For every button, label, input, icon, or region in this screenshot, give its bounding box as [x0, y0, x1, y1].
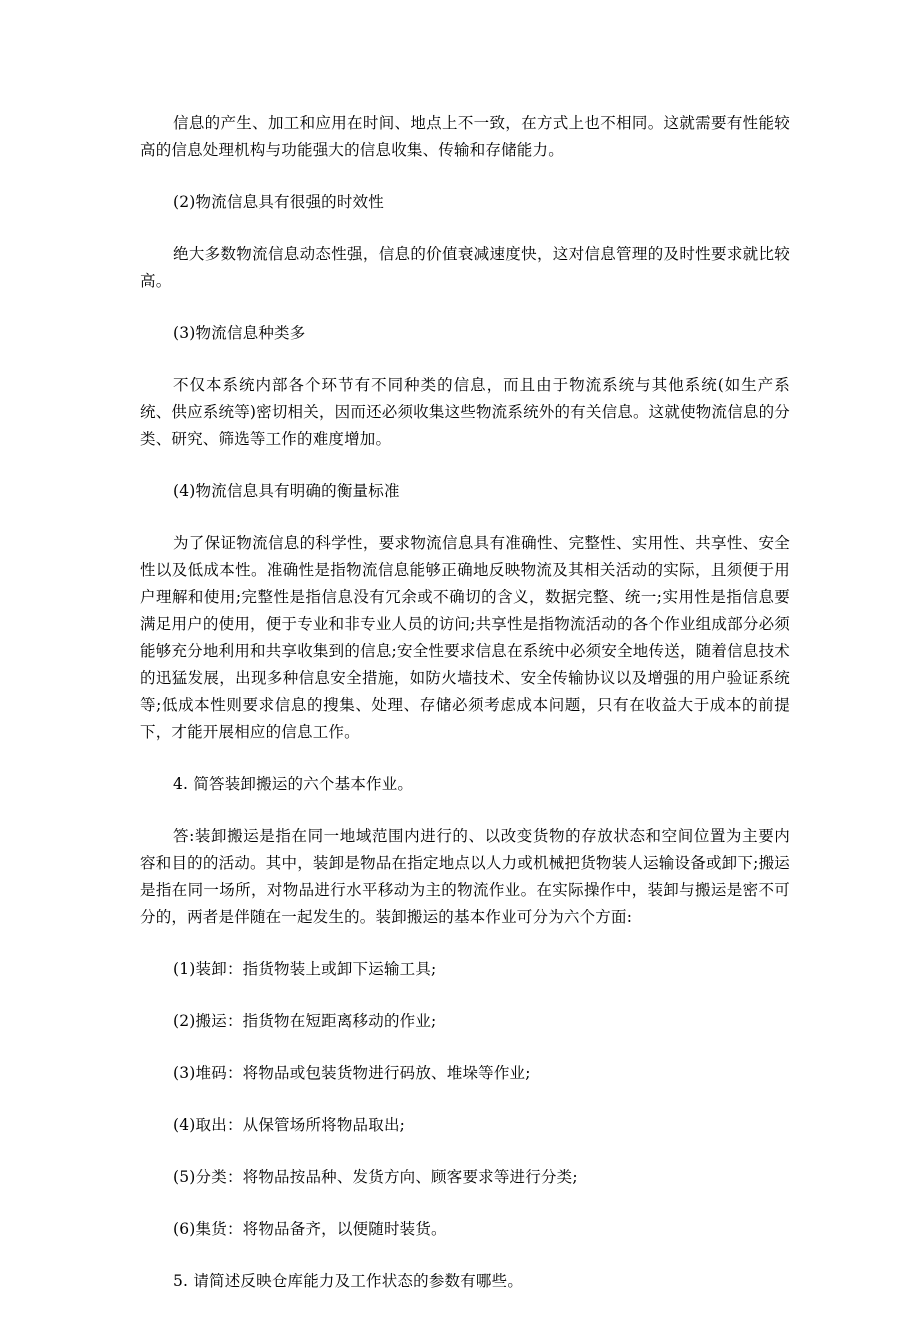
heading-variety: (3)物流信息种类多 [173, 324, 306, 342]
answer-4: 答:装卸搬运是指在同一地域范围内进行的、以改变货物的存放状态和空间位置为主要内容和目的的活动。其中，装卸是物品在指定地点以人力或机械把货物装人运输设备或卸下;搬运是指在同一场所，对物品进行水平移动为主的物流作业。在实际操作中，装卸与搬运是密不可分的，两者是伴随在一起发生的。装卸搬运的基本作业可分为六个方面: [140, 827, 790, 926]
list-item-collection: (6)集货：将物品备齐，以便随时装货。 [173, 1220, 447, 1238]
paragraph-variety: 不仅本系统内部各个环节有不同种类的信息，而且由于物流系统与其他系统(如生产系统、供应系统等)密切相关，因而还必须收集这些物流系统外的有关信息。这就使物流信息的分类、研究、筛选等工作的难度增加。 [140, 376, 790, 448]
heading-standards: (4)物流信息具有明确的衡量标准 [173, 482, 400, 500]
paragraph-standards: 为了保证物流信息的科学性，要求物流信息具有准确性、完整性、实用性、共享性、安全性以及低成本性。准确性是指物流信息能够正确地反映物流及其相关活动的实际，且须便于用户理解和使用;完整性是指信息没有冗余或不确切的含义，数据完整、统一;实用性是指信息要满足用户的使用，便于专业和非专业人员的访问;共享性是指物流活动的各个作业组成部分必须能够充分地利用和共享收集到的信息;安全性要求信息在系统中必须安全地传送，随着信息技术的迅猛发展，出现多种信息安全措施，如防火墙技术、安全传输协议以及增强的用户验证系统等;低成本性则要求信息的搜集、处理、存储必须考虑成本问题，只有在收益大于成本的前提下，才能开展相应的信息工作。 [140, 534, 790, 741]
list-item-retrieval: (4)取出：从保管场所将物品取出; [173, 1116, 406, 1134]
question-5: 5. 请简述反映仓库能力及工作状态的参数有哪些。 [173, 1272, 524, 1290]
list-item-loading: (1)装卸：指货物装上或卸下运输工具; [173, 960, 437, 978]
list-item-stacking: (3)堆码：将物品或包装货物进行码放、堆垛等作业; [173, 1064, 531, 1082]
question-4: 4. 简答装卸搬运的六个基本作业。 [173, 775, 414, 793]
list-item-handling: (2)搬运：指货物在短距离移动的作业; [173, 1012, 437, 1030]
document-body [140, 110, 790, 1320]
heading-timeliness: (2)物流信息具有很强的时效性 [173, 193, 384, 211]
paragraph-info-processing: 信息的产生、加工和应用在时间、地点上不一致，在方式上也不相同。这就需要有性能较高的信息处理机构与功能强大的信息收集、传输和存储能力。 [140, 114, 790, 159]
list-item-sorting: (5)分类：将物品按品种、发货方向、顾客要求等进行分类; [173, 1168, 578, 1186]
paragraph-timeliness: 绝大多数物流信息动态性强，信息的价值衰减速度快，这对信息管理的及时性要求就比较高。 [140, 245, 790, 290]
